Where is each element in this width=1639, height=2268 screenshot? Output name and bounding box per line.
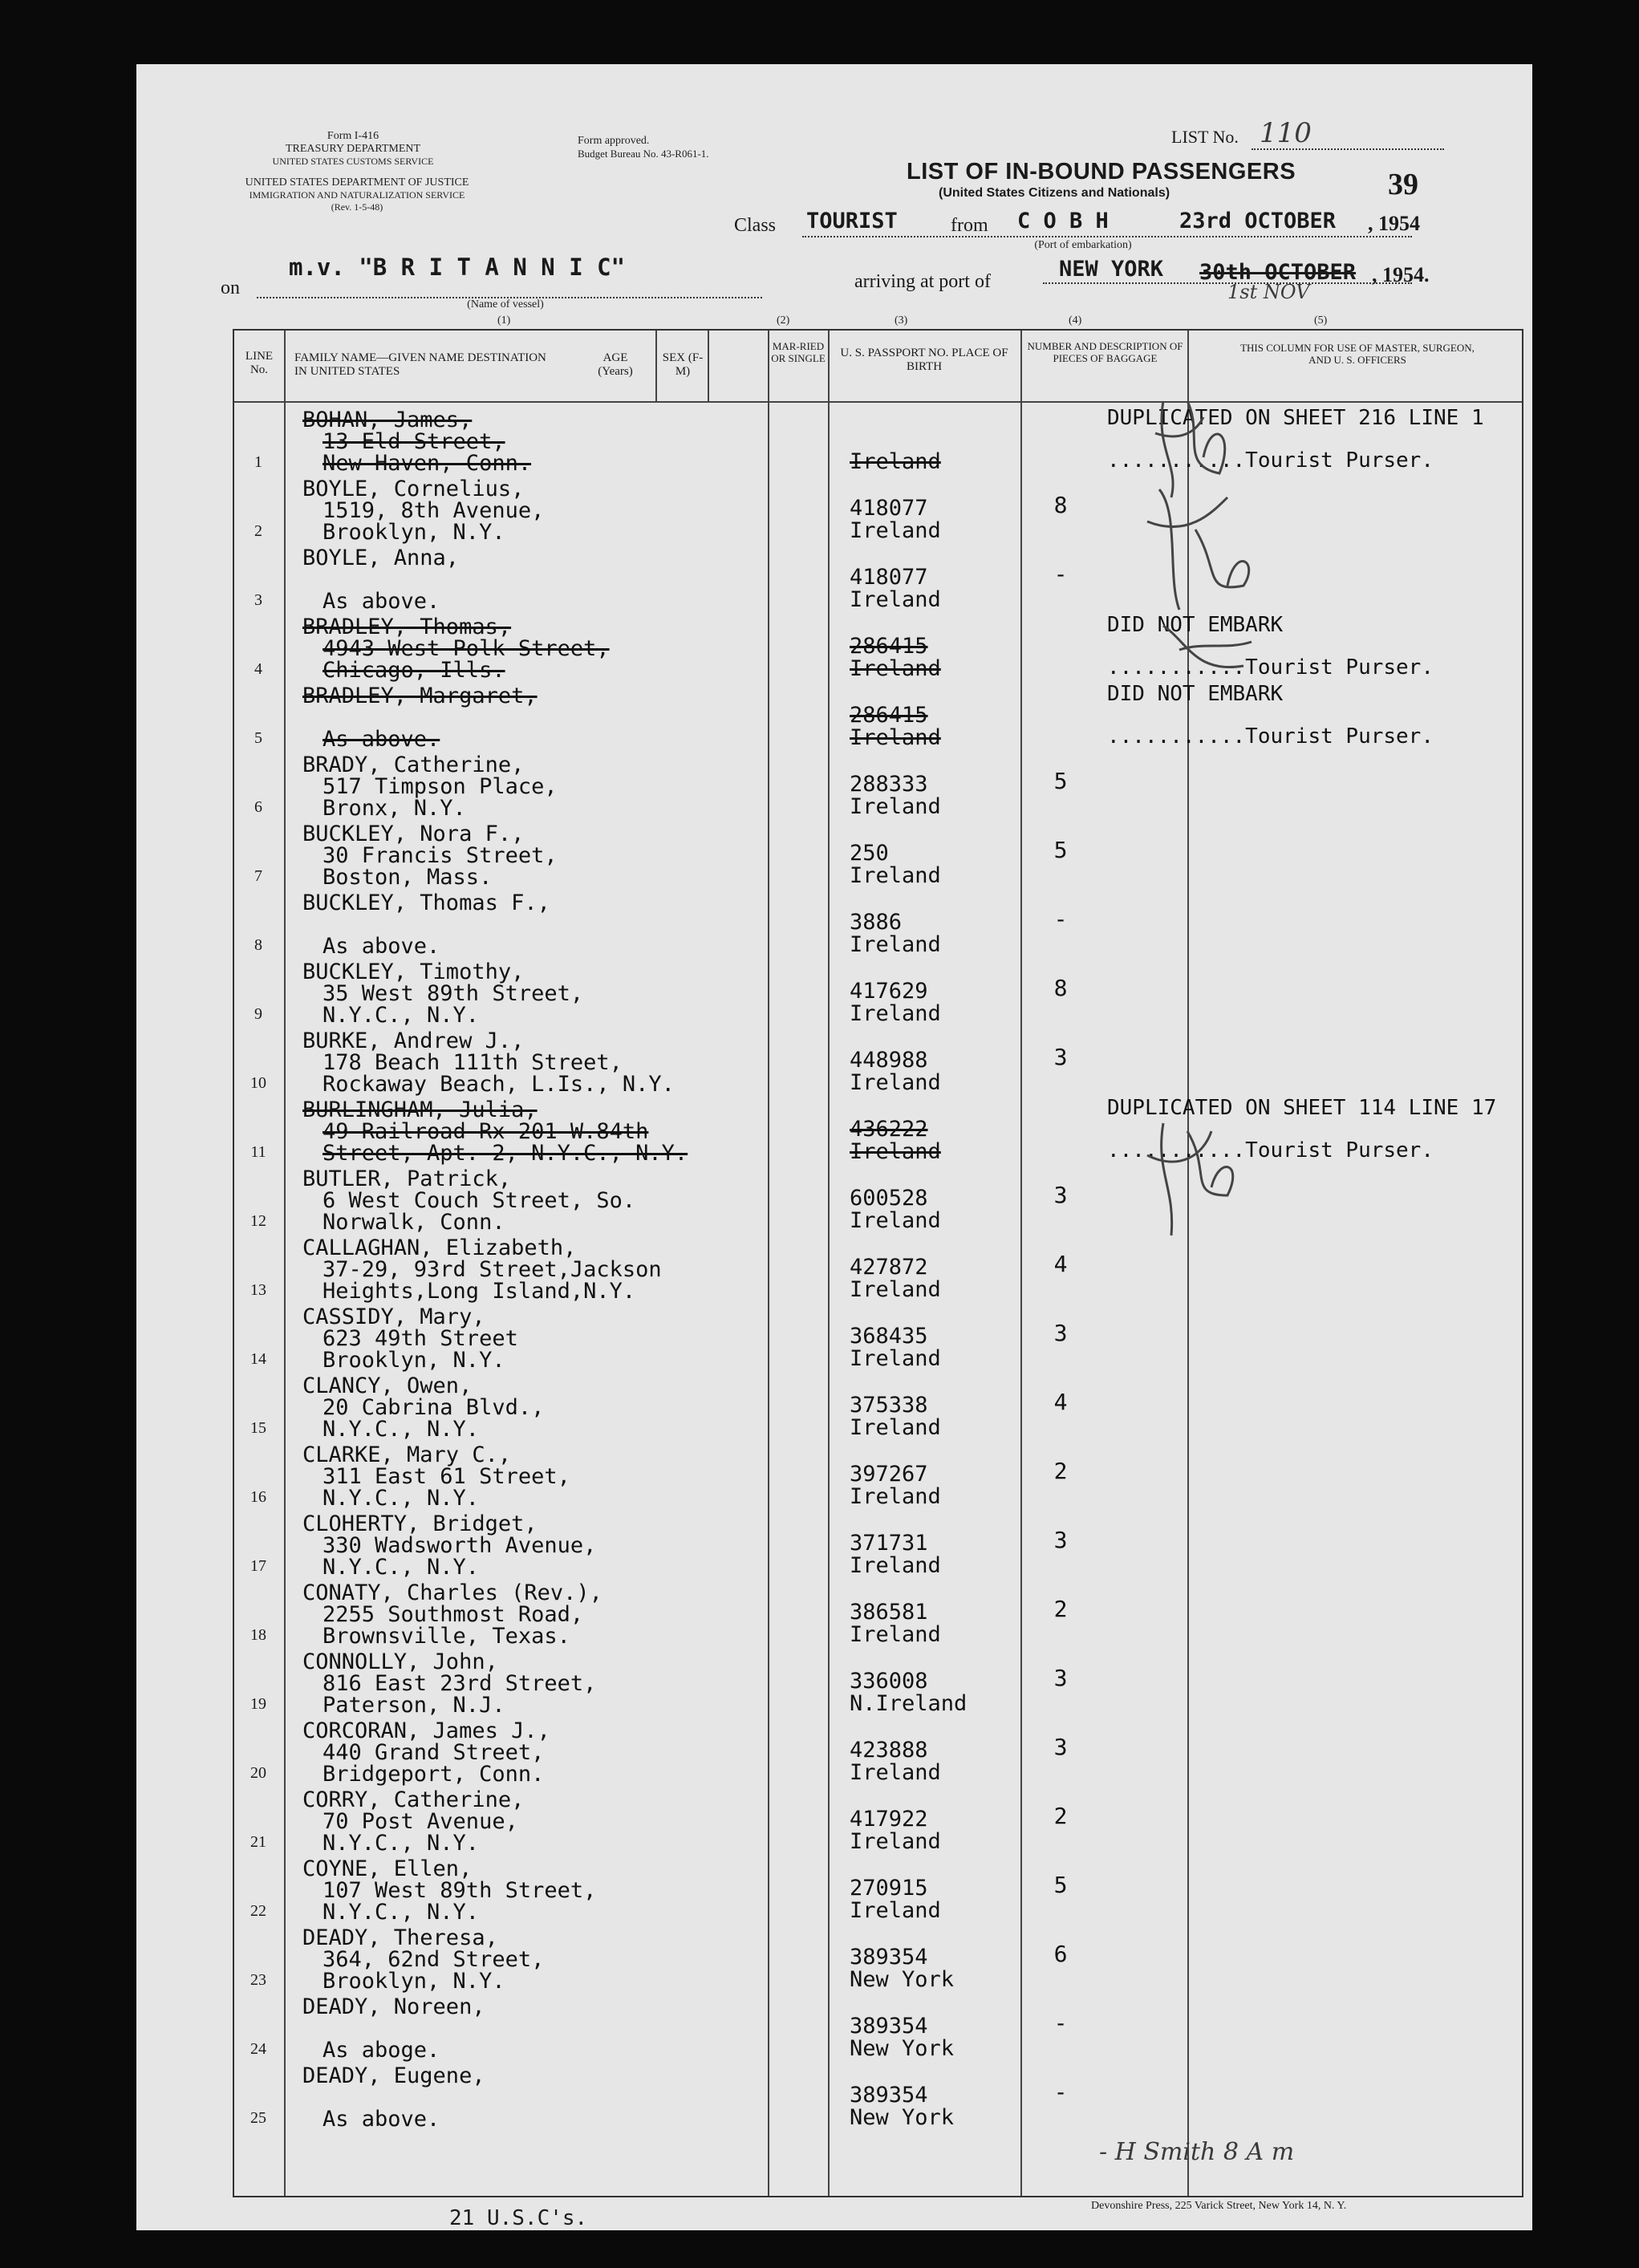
- class-value: TOURIST: [806, 209, 898, 233]
- baggage-count: 2: [1053, 1596, 1068, 1622]
- list-no: 110: [1260, 117, 1312, 149]
- line-number: 9: [254, 1005, 262, 1023]
- vessel-caption: (Name of vessel): [467, 298, 544, 310]
- column-divider: [655, 331, 657, 401]
- baggage-count: 3: [1053, 1320, 1068, 1346]
- page-title: LIST OF IN-BOUND PASSENGERS: [907, 159, 1296, 185]
- header-married: MAR-RIED OR SINGLE: [771, 340, 826, 364]
- line-number: 10: [250, 1074, 266, 1092]
- baggage-count: -: [1053, 561, 1068, 587]
- passport-number: 270915: [850, 1876, 928, 1901]
- col-number-3: (3): [895, 314, 908, 327]
- officer-signatures: [1131, 385, 1468, 1268]
- passenger-address-2: N.Y.C., N.Y.: [323, 1831, 480, 1856]
- baggage-count: 2: [1053, 1803, 1068, 1829]
- place-of-birth: Ireland: [850, 794, 941, 819]
- customs-service: UNITED STATES CUSTOMS SERVICE: [272, 156, 434, 167]
- line-number: 12: [250, 1212, 266, 1230]
- passenger-address-2: N.Y.C., N.Y.: [323, 1417, 480, 1442]
- passenger-name: CALLAGHAN, Elizabeth,: [302, 1235, 577, 1260]
- form-number: Form I-416: [327, 130, 379, 142]
- passport-number: 397267: [850, 1462, 928, 1487]
- passport-number: 448988: [850, 1048, 928, 1073]
- baggage-count: -: [1053, 2079, 1068, 2105]
- passenger-name: CLOHERTY, Bridget,: [302, 1511, 538, 1536]
- passenger-name: CASSIDY, Mary,: [302, 1304, 485, 1329]
- passenger-name: DEADY, Eugene,: [302, 2063, 485, 2088]
- place-of-birth: Ireland: [850, 1208, 941, 1233]
- passenger-address-2: Street, Apt. 2, N.Y.C., N.Y.: [323, 1141, 688, 1166]
- place-of-birth: New York: [850, 2036, 955, 2061]
- passenger-address-2: Brownsville, Texas.: [323, 1624, 570, 1649]
- baggage-count: 3: [1053, 1044, 1068, 1070]
- passenger-address-2: As above.: [323, 727, 440, 752]
- place-of-birth: Ireland: [850, 1070, 941, 1095]
- line-number: 18: [250, 1626, 266, 1644]
- passport-number: 389354: [850, 2014, 928, 2039]
- table-row: [234, 1649, 1522, 1718]
- passport-number: 423888: [850, 1738, 928, 1763]
- passenger-address-2: Heights,Long Island,N.Y.: [323, 1279, 636, 1304]
- line-number: 2: [254, 522, 262, 540]
- passenger-address-1: 20 Cabrina Blvd.,: [323, 1395, 545, 1420]
- arrival-date-correction: 1st NOV: [1227, 281, 1310, 303]
- passenger-address-2: Brooklyn, N.Y.: [323, 1969, 505, 1994]
- from-label: from: [951, 215, 988, 236]
- col-number-5: (5): [1314, 314, 1328, 327]
- passenger-address-2: As above.: [323, 589, 440, 614]
- table-row: [234, 2063, 1522, 2132]
- passenger-name: DEADY, Noreen,: [302, 1994, 485, 2019]
- passenger-address-1: 37-29, 93rd Street,Jackson: [323, 1257, 662, 1282]
- place-of-birth: Ireland: [850, 1829, 941, 1854]
- passenger-name: BUTLER, Patrick,: [302, 1166, 512, 1191]
- passport-number: 389354: [850, 2083, 928, 2108]
- citizen-count: 21 U.S.C's.: [449, 2206, 588, 2230]
- passenger-address-2: N.Y.C., N.Y.: [323, 1486, 480, 1511]
- header-age: AGE (Years): [598, 351, 633, 378]
- row-note: DUPLICATED ON SHEET 216 LINE 1: [1107, 406, 1484, 430]
- passenger-name: CLANCY, Owen,: [302, 1373, 473, 1398]
- baggage-count: 5: [1053, 768, 1068, 794]
- passenger-address-1: 330 Wadsworth Avenue,: [323, 1533, 597, 1558]
- line-number: 22: [250, 1902, 266, 1920]
- line-number: 4: [254, 660, 262, 678]
- passenger-address-1: 13 Eld Street,: [323, 429, 505, 454]
- col-number-4: (4): [1069, 314, 1082, 327]
- row-note: DID NOT EMBARK: [1107, 613, 1284, 637]
- port-of-embarkation: C O B H: [1017, 209, 1109, 233]
- passenger-address-1: 107 West 89th Street,: [323, 1878, 597, 1903]
- line-number: 23: [250, 1971, 266, 1989]
- row-note: DID NOT EMBARK: [1107, 682, 1284, 706]
- baggage-count: 3: [1053, 1527, 1068, 1553]
- passenger-address-1: 70 Post Avenue,: [323, 1809, 518, 1834]
- place-of-birth: Ireland: [850, 587, 941, 612]
- line-number: 21: [250, 1833, 266, 1851]
- list-no-label: LIST No.: [1171, 127, 1239, 147]
- baggage-count: 2: [1053, 1458, 1068, 1484]
- line-number: 15: [250, 1419, 266, 1437]
- passport-number: 371731: [850, 1531, 928, 1556]
- passenger-address-1: 178 Beach 111th Street,: [323, 1050, 623, 1075]
- line-number: 14: [250, 1350, 266, 1368]
- place-of-birth: Ireland: [850, 1760, 941, 1785]
- ins-service: IMMIGRATION AND NATURALIZATION SERVICE: [249, 189, 465, 201]
- passport-number: 286415: [850, 703, 928, 728]
- passenger-address-1: 364, 62nd Street,: [323, 1947, 545, 1972]
- passenger-address-2: Norwalk, Conn.: [323, 1210, 505, 1235]
- place-of-birth: Ireland: [850, 1139, 941, 1164]
- header-baggage: NUMBER AND DESCRIPTION OF PIECES OF BAGGAGE: [1027, 340, 1183, 364]
- purser-note: ...........Tourist Purser.: [1107, 1138, 1434, 1162]
- passport-number: 418077: [850, 565, 928, 590]
- table-row: [234, 1304, 1522, 1373]
- passenger-address-1: 35 West 89th Street,: [323, 981, 584, 1006]
- purser-note: ...........Tourist Purser.: [1107, 448, 1434, 473]
- baggage-count: 5: [1053, 1872, 1068, 1898]
- passenger-name: CORRY, Catherine,: [302, 1787, 525, 1812]
- passenger-name: BOYLE, Cornelius,: [302, 477, 525, 501]
- line-number: 11: [250, 1143, 266, 1161]
- passport-number: 288333: [850, 772, 928, 797]
- passenger-name: CLARKE, Mary C.,: [302, 1442, 512, 1467]
- manifest-sheet: [136, 64, 1532, 2230]
- budget-bureau: Budget Bureau No. 43-R061-1.: [578, 148, 709, 160]
- class-rule: [802, 236, 1412, 237]
- place-of-birth: Ireland: [850, 863, 941, 888]
- baggage-count: 3: [1053, 1182, 1068, 1208]
- place-of-birth: Ireland: [850, 1415, 941, 1440]
- baggage-count: 3: [1053, 1665, 1068, 1691]
- passport-number: 389354: [850, 1945, 928, 1970]
- baggage-count: 4: [1053, 1251, 1068, 1277]
- passenger-address-2: Bronx, N.Y.: [323, 796, 466, 821]
- col-number-1: (1): [497, 314, 511, 327]
- passenger-address-2: Boston, Mass.: [323, 865, 493, 890]
- revision: (Rev. 1-5-48): [331, 201, 383, 213]
- table-row: [234, 1511, 1522, 1580]
- passport-number: 250: [850, 841, 889, 866]
- list-no-rule: [1252, 148, 1444, 150]
- baggage-count: -: [1053, 906, 1068, 932]
- passport-number: 286415: [850, 634, 928, 659]
- baggage-count: 5: [1053, 837, 1068, 863]
- line-number: 5: [254, 729, 262, 747]
- passenger-name: CONATY, Charles (Rev.),: [302, 1580, 602, 1605]
- table-row: [234, 1925, 1522, 1994]
- passport-number: 436222: [850, 1117, 928, 1142]
- passport-number: 336008: [850, 1669, 928, 1694]
- purser-note: ...........Tourist Purser.: [1107, 724, 1434, 749]
- handwritten-note: - H Smith 8 A m: [1099, 2138, 1295, 2166]
- place-of-birth: Ireland: [850, 1277, 941, 1302]
- passenger-address-2: As aboge.: [323, 2038, 440, 2063]
- form-approved: Form approved.: [578, 135, 650, 147]
- arrival-date-struck: 30th OCTOBER: [1199, 260, 1357, 285]
- place-of-birth: Ireland: [850, 518, 941, 543]
- embarkation-caption: (Port of embarkation): [1034, 239, 1132, 251]
- passenger-address-1: 49 Railroad Rx 201 W.84th: [323, 1119, 649, 1144]
- passenger-address-1: 440 Grand Street,: [323, 1740, 545, 1765]
- table-row: [234, 1856, 1522, 1925]
- treasury-dept: TREASURY DEPARTMENT: [285, 143, 421, 155]
- passport-number: 375338: [850, 1393, 928, 1418]
- table-row: [234, 1580, 1522, 1649]
- place-of-birth: New York: [850, 1967, 955, 1992]
- justice-dept: UNITED STATES DEPARTMENT OF JUSTICE: [245, 176, 469, 189]
- passenger-address-1: 30 Francis Street,: [323, 843, 558, 868]
- passenger-address-2: Brooklyn, N.Y.: [323, 520, 505, 545]
- departure-date: 23rd OCTOBER: [1179, 209, 1337, 233]
- baggage-count: 8: [1053, 975, 1068, 1001]
- passport-number: 600528: [850, 1186, 928, 1211]
- passenger-address-2: N.Y.C., N.Y.: [323, 1900, 480, 1925]
- baggage-count: 4: [1053, 1389, 1068, 1415]
- passenger-name: BRADY, Catherine,: [302, 753, 525, 777]
- passenger-name: COYNE, Ellen,: [302, 1856, 473, 1881]
- passenger-address-1: 311 East 61 Street,: [323, 1464, 570, 1489]
- passenger-address-2: New Haven, Conn.: [323, 451, 532, 476]
- passenger-name: BOHAN, James,: [302, 408, 473, 432]
- passenger-address-2: As above.: [323, 934, 440, 959]
- passenger-name: BRADLEY, Thomas,: [302, 615, 512, 639]
- passenger-address-2: As above.: [323, 2107, 440, 2132]
- table-row: [234, 1787, 1522, 1856]
- passenger-name: CORCORAN, James J.,: [302, 1718, 550, 1743]
- class-label: Class: [734, 215, 777, 236]
- header-line-no: LINE No.: [245, 350, 274, 376]
- line-number: 24: [250, 2040, 266, 2058]
- baggage-count: 8: [1053, 492, 1068, 518]
- header-sex: SEX (F-M): [662, 351, 704, 378]
- passenger-address-1: 6 West Couch Street, So.: [323, 1188, 636, 1213]
- place-of-birth: N.Ireland: [850, 1691, 968, 1716]
- passenger-address-2: N.Y.C., N.Y.: [323, 1003, 480, 1028]
- line-number: 7: [254, 867, 262, 885]
- passenger-name: BRADLEY, Margaret,: [302, 684, 538, 708]
- row-note: DUPLICATED ON SHEET 114 LINE 17: [1107, 1096, 1497, 1120]
- line-number: 25: [250, 2109, 266, 2127]
- passenger-address-2: Rockaway Beach, L.Is., N.Y.: [323, 1072, 675, 1097]
- place-of-birth: Ireland: [850, 1484, 941, 1509]
- passport-number: 427872: [850, 1255, 928, 1280]
- place-of-birth: Ireland: [850, 656, 941, 681]
- page-subtitle: (United States Citizens and Nationals): [939, 186, 1170, 200]
- place-of-birth: Ireland: [850, 1346, 941, 1371]
- line-number: 17: [250, 1557, 266, 1575]
- place-of-birth: New York: [850, 2105, 955, 2130]
- passenger-address-2: Paterson, N.J.: [323, 1693, 505, 1718]
- passport-number: 386581: [850, 1600, 928, 1625]
- passenger-address-2: Brooklyn, N.Y.: [323, 1348, 505, 1373]
- passenger-address-1: 1519, 8th Avenue,: [323, 498, 545, 523]
- passport-number: 368435: [850, 1324, 928, 1349]
- place-of-birth: Ireland: [850, 1622, 941, 1647]
- printer-imprint: Devonshire Press, 225 Varick Street, New York 14, N. Y.: [1091, 2200, 1347, 2212]
- passport-number: 417922: [850, 1807, 928, 1832]
- purser-note: ...........Tourist Purser.: [1107, 655, 1434, 680]
- line-number: 16: [250, 1488, 266, 1506]
- place-of-birth: Ireland: [850, 932, 941, 957]
- line-number: 8: [254, 936, 262, 954]
- passenger-name: BUCKLEY, Nora F.,: [302, 822, 525, 846]
- passenger-name: DEADY, Theresa,: [302, 1925, 498, 1950]
- place-of-birth: Ireland: [850, 1553, 941, 1578]
- passenger-address-2: Chicago, Ills.: [323, 658, 505, 683]
- passenger-name: BUCKLEY, Thomas F.,: [302, 891, 550, 915]
- header-passport: U. S. PASSPORT NO. PLACE OF BIRTH: [840, 347, 1008, 373]
- line-number: 6: [254, 798, 262, 816]
- place-of-birth: Ireland: [850, 725, 941, 750]
- passport-number: 418077: [850, 496, 928, 521]
- header-officers: THIS COLUMN FOR USE OF MASTER, SURGEON, AND U. S. OFFICERS: [1240, 342, 1475, 366]
- table-row: [234, 1718, 1522, 1787]
- table-row: [234, 1994, 1522, 2063]
- passenger-name: BURKE, Andrew J.,: [302, 1029, 525, 1053]
- baggage-count: -: [1053, 2010, 1068, 2036]
- on-label: on: [221, 278, 240, 298]
- passport-number: 3886: [850, 910, 903, 935]
- passenger-address-1: 4943 West Polk Street,: [323, 636, 610, 661]
- arriving-label: arriving at port of: [854, 271, 991, 292]
- passenger-name: BURLINGHAM, Julia,: [302, 1097, 538, 1122]
- line-number: 3: [254, 591, 262, 609]
- passenger-name: CONNOLLY, John,: [302, 1649, 498, 1674]
- passport-number: 417629: [850, 979, 928, 1004]
- line-number: 13: [250, 1281, 266, 1299]
- arrival-port: NEW YORK: [1059, 257, 1164, 282]
- place-of-birth: Ireland: [850, 1898, 941, 1923]
- baggage-count: 6: [1053, 1941, 1068, 1967]
- passenger-address-1: 2255 Southmost Road,: [323, 1602, 584, 1627]
- vessel-name: m.v. "B R I T A N N I C": [289, 254, 626, 281]
- passenger-address-1: 816 East 23rd Street,: [323, 1671, 597, 1696]
- page-number: 39: [1388, 168, 1418, 201]
- column-divider: [708, 331, 709, 401]
- table-row: [234, 1373, 1522, 1442]
- departure-year: , 1954: [1368, 212, 1420, 235]
- arrival-rule: [1043, 282, 1412, 284]
- line-number: 1: [254, 453, 262, 471]
- table-row: [234, 1442, 1522, 1511]
- passenger-address-2: N.Y.C., N.Y.: [323, 1555, 480, 1580]
- passenger-address-1: 517 Timpson Place,: [323, 774, 558, 799]
- arrival-year: , 1954.: [1372, 263, 1430, 286]
- line-number: 19: [250, 1695, 266, 1713]
- passenger-name: BOYLE, Anna,: [302, 546, 460, 570]
- place-of-birth: Ireland: [850, 449, 941, 474]
- passenger-name: BUCKLEY, Timothy,: [302, 960, 525, 984]
- passenger-address-1: 623 49th Street: [323, 1326, 518, 1351]
- baggage-count: 3: [1053, 1734, 1068, 1760]
- place-of-birth: Ireland: [850, 1001, 941, 1026]
- passenger-address-2: Bridgeport, Conn.: [323, 1762, 545, 1787]
- col-number-2: (2): [777, 314, 790, 327]
- line-number: 20: [250, 1764, 266, 1782]
- header-name: FAMILY NAME—GIVEN NAME DESTINATION IN UNITED STATES: [294, 351, 546, 378]
